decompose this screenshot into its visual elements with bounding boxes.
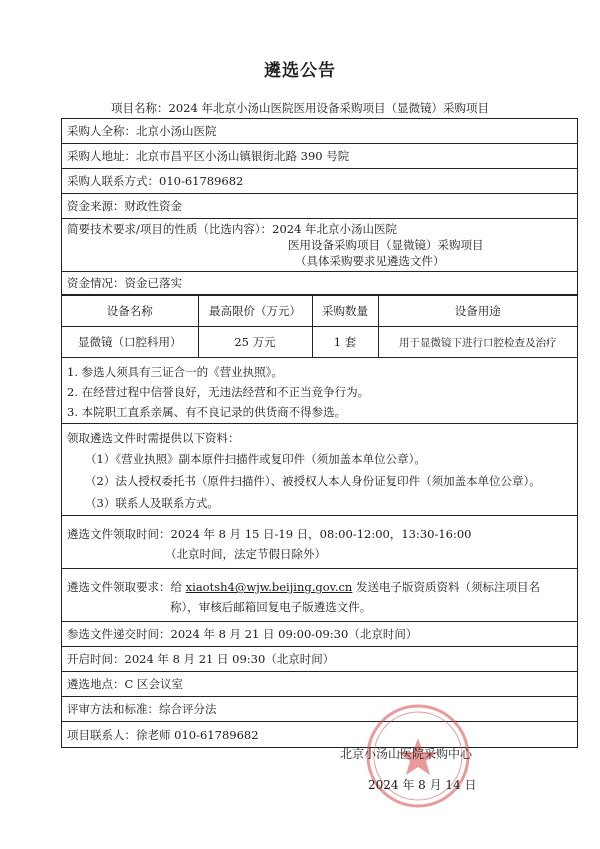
project-name-line: 项目名称：2024 年北京小汤山医院医用设备采购项目（显微镜）采购项目	[111, 101, 489, 115]
purchaser-contact-value: 010-61789682	[159, 174, 244, 188]
evaluation-label: 评审方法和标准：	[67, 702, 159, 716]
purchaser-address-value: 北京市昌平区小汤山镇银街北路 390 号院	[136, 149, 350, 163]
pickup-requirement-suffix: 发送电子版资质资料（须标注项目名	[352, 580, 540, 594]
header-quantity: 采购数量	[312, 296, 378, 327]
materials-row	[62, 424, 577, 516]
pickup-time-note: （北京时间，法定节假日除外）	[165, 547, 326, 561]
pickup-requirement-prefix: 给	[170, 580, 186, 594]
requirements-value-line2: 医用设备采购项目（显微镜）采购项目	[288, 238, 484, 252]
submit-time-row	[62, 622, 577, 647]
header-usage: 设备用途	[378, 296, 577, 327]
notice-form	[61, 118, 578, 748]
requirements-value-line1: 2024 年北京小汤山医院	[272, 222, 398, 236]
header-max-price: 最高限价（万元）	[198, 296, 312, 327]
project-contact-label: 项目联系人：	[67, 727, 136, 742]
cell-quantity: 1 套	[312, 327, 378, 358]
requirements-value-line3: （具体采购要求见遴选文件）	[295, 254, 445, 268]
purchaser-contact-label: 采购人联系方式：	[67, 174, 159, 188]
purchaser-address-label: 采购人地址：	[67, 149, 136, 163]
purchaser-name-row	[62, 119, 577, 144]
equipment-table-header	[62, 296, 577, 327]
pickup-time-row	[62, 516, 577, 569]
fund-status-label: 资金情况：	[67, 276, 125, 290]
location-value: C 区会议室	[124, 677, 183, 691]
purchaser-address-row	[62, 144, 577, 169]
qualifications-row	[62, 358, 577, 424]
open-time-label: 开启时间：	[67, 652, 125, 666]
qualification-item: 1. 参选人须具有三证合一的《营业执照》。	[67, 365, 283, 379]
evaluation-value: 综合评分法	[159, 702, 217, 716]
project-contact-value: 徐老师 010-61789682	[136, 727, 259, 742]
submit-time-label: 参选文件递交时间：	[67, 627, 171, 641]
cell-max-price: 25 万元	[198, 327, 312, 358]
equipment-table	[62, 296, 577, 357]
funding-value: 财政性资金	[124, 199, 182, 213]
project-contact-row	[62, 722, 577, 747]
location-row	[62, 672, 577, 697]
open-time-row	[62, 647, 577, 672]
table-row	[62, 327, 577, 358]
qualification-item: 3. 本院职工直系亲属、有不良记录的供货商不得参选。	[67, 405, 347, 419]
purchaser-name-value: 北京小汤山医院	[136, 124, 217, 138]
fund-status-row	[62, 272, 577, 296]
pickup-time-value: 2024 年 8 月 15 日-19 日，08:00-12:00，13:30-16:00	[170, 527, 472, 541]
materials-item: （1）《营业执照》副本原件扫描件或复印件（须加盖本单位公章）。	[85, 452, 426, 466]
cell-usage: 用于显微镜下进行口腔检查及治疗	[378, 327, 577, 358]
signature-org: 北京小汤山医院采购中心	[340, 747, 473, 761]
cell-equipment-name: 显微镜（口腔科用）	[78, 335, 182, 349]
purchaser-name-label: 采购人全称：	[67, 124, 136, 138]
fund-status-value: 资金已落实	[124, 276, 182, 290]
requirements-label: 简要技术要求/项目的性质（比选内容）：	[67, 222, 273, 236]
location-label: 遴选地点：	[67, 677, 125, 691]
open-time-value: 2024 年 8 月 21 日 09:30（北京时间）	[124, 652, 335, 666]
materials-item: （3）联系人及联系方式。	[85, 496, 219, 510]
funding-label: 资金来源：	[67, 199, 125, 213]
pickup-requirement-label: 遴选文件领取要求：	[67, 580, 171, 594]
materials-item: （2）法人授权委托书（原件扫描件）、被授权人本人身份证复印件（须加盖本单位公章）。	[85, 474, 541, 488]
purchaser-contact-row	[62, 169, 577, 194]
equipment-table-wrap	[62, 296, 577, 358]
header-equipment-name: 设备名称	[62, 296, 198, 327]
pickup-requirement-line2: 称），审核后邮箱回复电子版遴选文件。	[170, 600, 372, 614]
requirements-row	[62, 219, 577, 272]
materials-heading: 领取遴选文件时需提供以下资料：	[67, 431, 240, 445]
email-link[interactable]: xiaotsh4@wjw.beijing.gov.cn	[185, 580, 353, 594]
submit-time-value: 2024 年 8 月 21 日 09:00-09:30（北京时间）	[170, 627, 418, 641]
funding-row	[62, 194, 577, 219]
notice-title: 遴选公告	[264, 61, 336, 81]
signature-date: 2024 年 8 月 14 日	[368, 778, 477, 792]
qualification-item: 2. 在经营过程中信誉良好，无违法经营和不正当竞争行为。	[67, 385, 370, 399]
pickup-requirement-row	[62, 569, 577, 622]
pickup-time-label: 遴选文件领取时间：	[67, 527, 171, 541]
evaluation-row	[62, 697, 577, 722]
